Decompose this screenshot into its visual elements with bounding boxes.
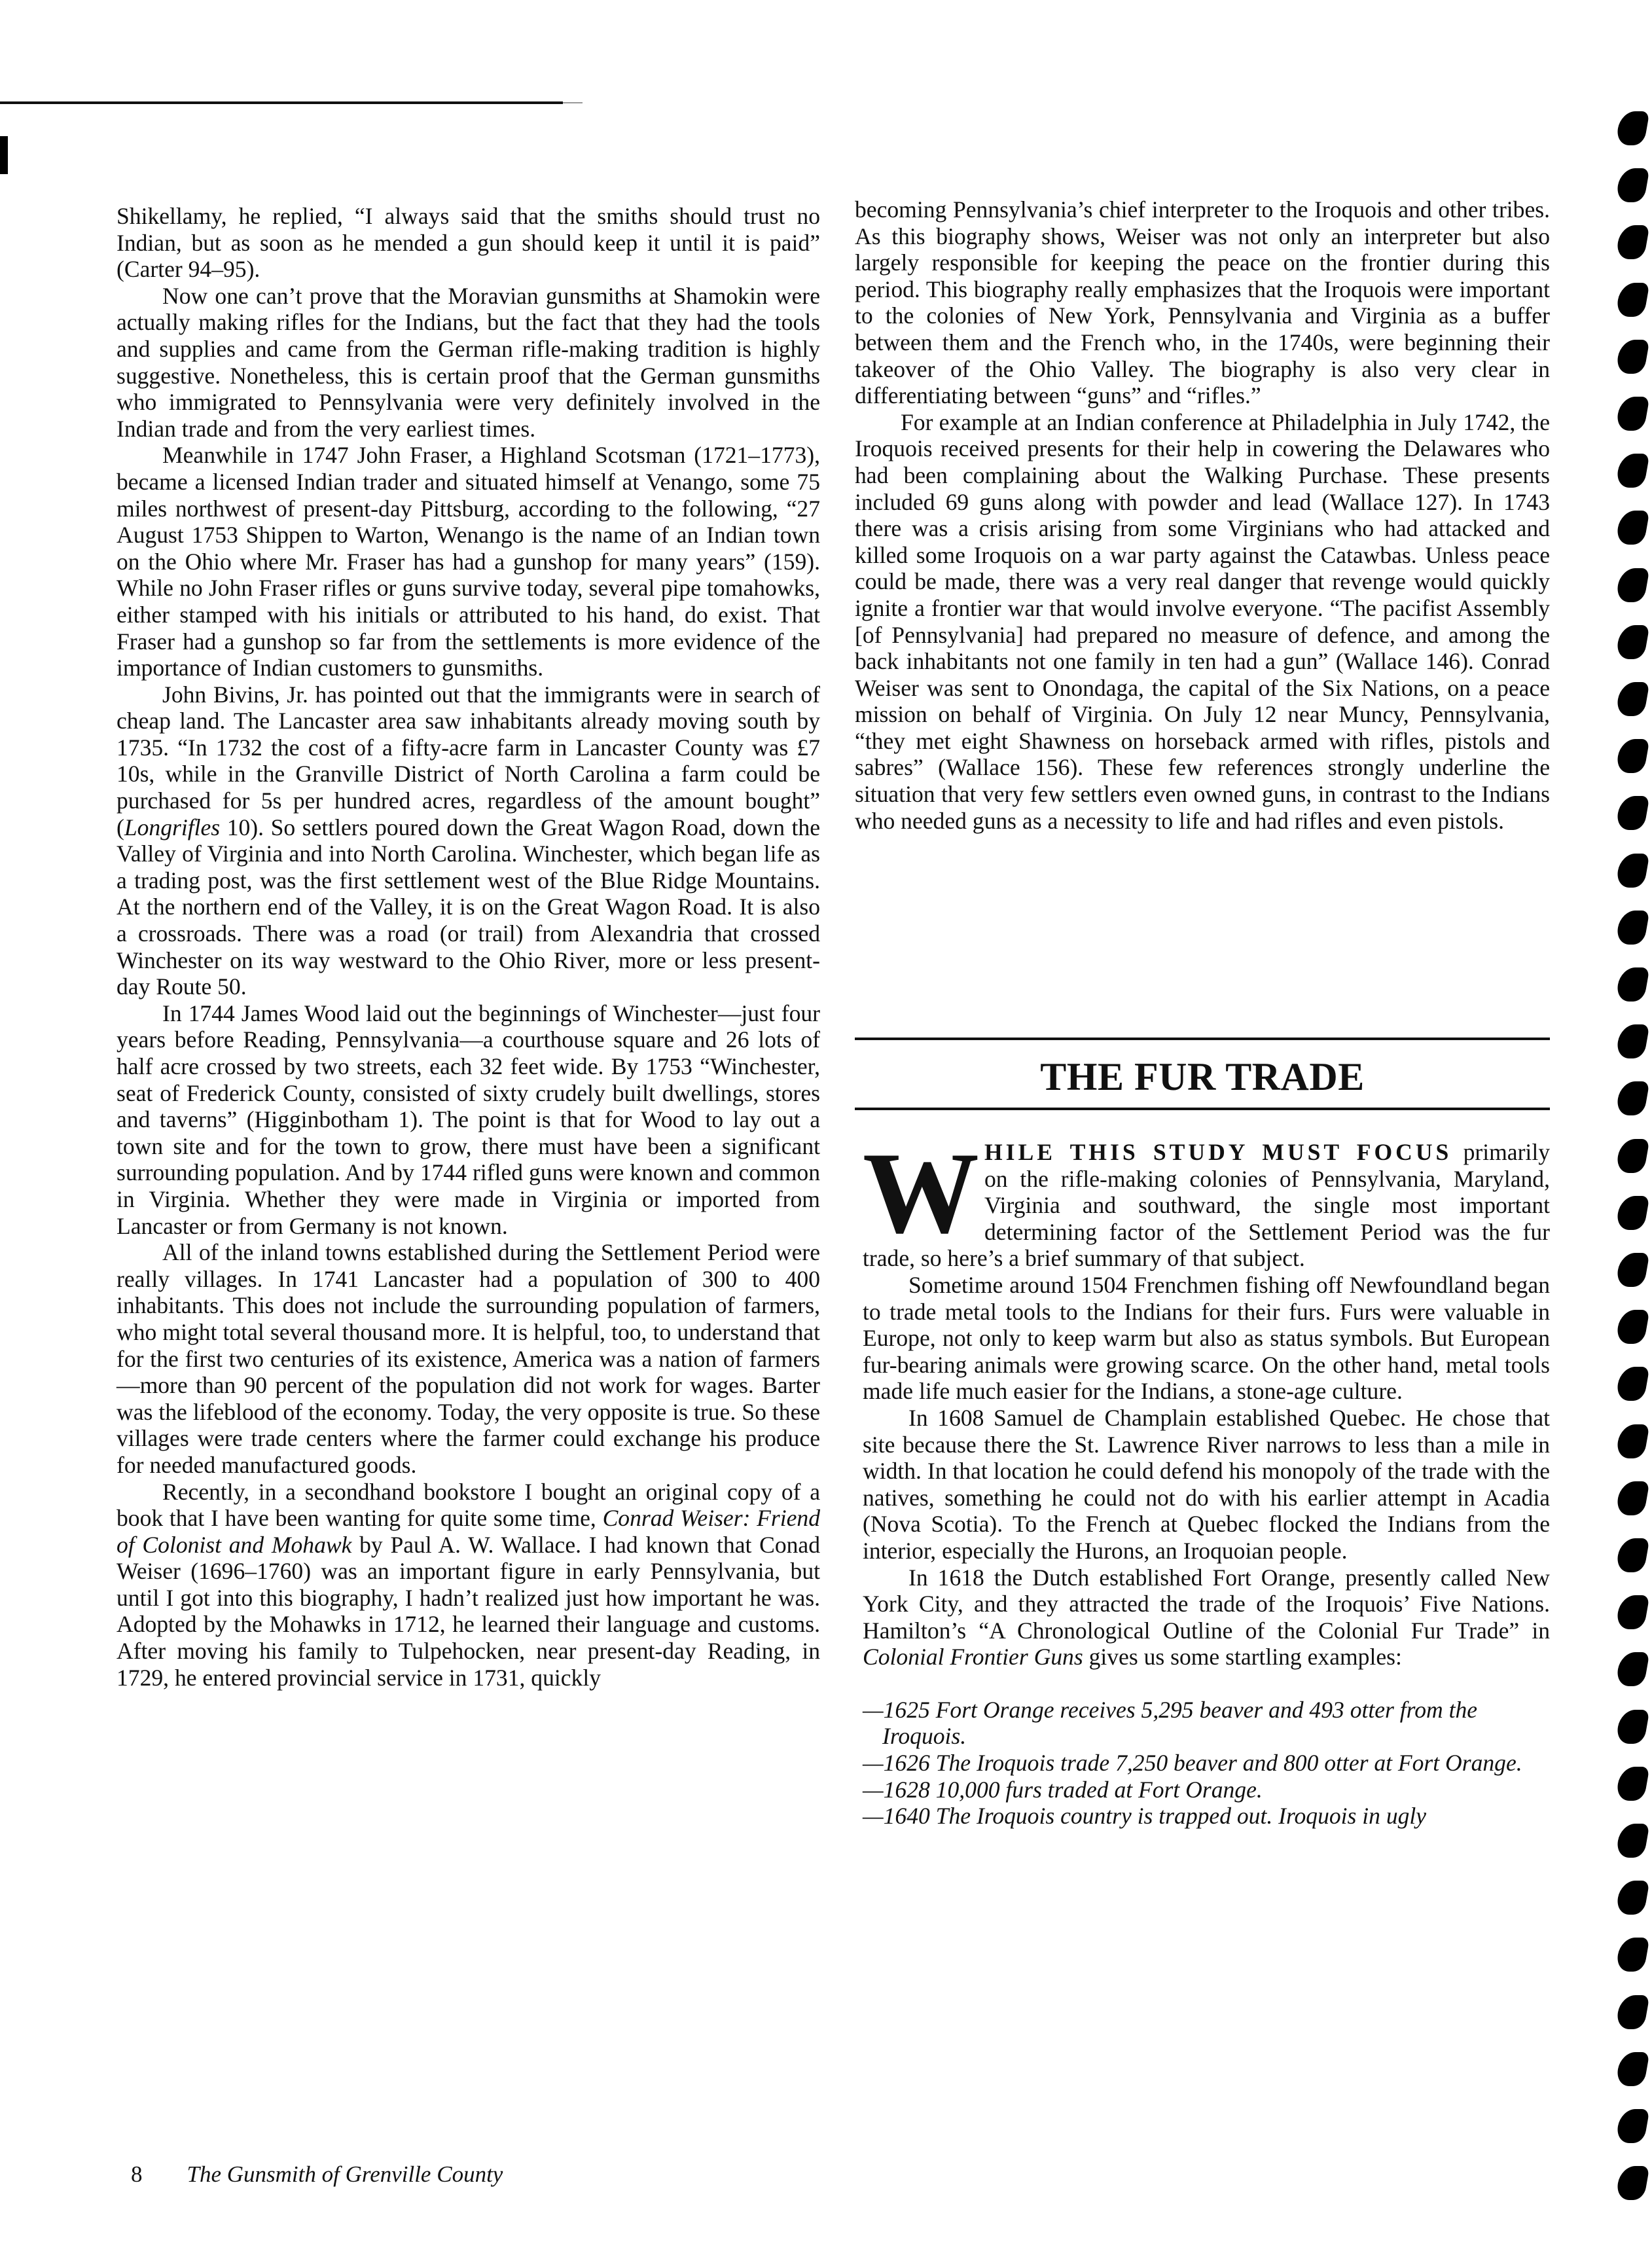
binding-ring	[1615, 1081, 1649, 1115]
binding-ring	[1615, 1652, 1649, 1686]
drop-cap: W	[863, 1128, 975, 1257]
paragraph: In 1608 Samuel de Champlain established Quebec. He chose that site because there the St. Lawrence River narrows to less than a mile in width. In that location he could defend his monopoly of the trade with the natives, something he could not do with his earlier attempt in Acadia (Nova Scotia). To the French at Quebec flocked the Indians from the interior, especially the Hurons, an Iroquoian people.	[863, 1404, 1550, 1564]
text-run: John Bivins, Jr. has pointed out that the immigrants were in search of cheap land. The Lancaster area saw inhabitants already moving south by 1735. “In 1732 the cost of a fifty-acre farm in Lancaster County was £7 10s, while in the Granville District of North Carolina a farm could be purchased for 5s per hundred acres, regardless of the amount bought” (	[117, 681, 820, 840]
top-rule	[0, 101, 563, 104]
binding-ring	[1615, 911, 1649, 945]
binding-ring	[1615, 1367, 1649, 1401]
paragraph: becoming Pennsylvania’s chief interpreter to the Iroquois and other tribes. As this biography shows, Weiser was not only an interpreter but also largely responsible for keeping the peace on the frontier during this period. This biography really emphasizes that the Iroquois were important to the colonies of New York, Pennsylvania and Virginia as a buffer between them and the French who, in the 1740s, were beginning their takeover of the Ohio Valley. The biography is also very clear in differentiating between “guns” and “rifles.”	[855, 196, 1550, 409]
binding-ring	[1615, 1767, 1649, 1801]
binding-ring	[1615, 1424, 1649, 1458]
text-run: In 1618 the Dutch established Fort Orange, presently called New York City, and they attracted the trade of the Iroquois’ Five Nations. Hamilton’s “A Chronological Outline of the Colonial Fur Trade” in	[863, 1564, 1550, 1644]
binding-ring	[1615, 2166, 1649, 2200]
paragraph: Sometime around 1504 Frenchmen fishing off Newfoundland began to trade metal tools to the Indians for their furs. Furs were valuable in Europe, not only to keep warm but also as status symbols. But European fur-bearing animals were growing scarce. On the other hand, metal tools made life much easier for the Indians, a stone-age culture.	[863, 1271, 1550, 1405]
binding-ring	[1615, 111, 1649, 145]
paragraph	[117, 1479, 820, 1691]
binding-ring	[1615, 2109, 1649, 2143]
binding-ring	[1615, 796, 1649, 830]
paragraph: Now one can’t prove that the Moravian gunsmiths at Shamokin were actually making rifles for the Indians, but the fact that they had the tools and supplies and came from the German rifle-making tradition is highly suggestive. Nonetheless, this is certain proof that the German gunsmiths who immigrated to Pennsylvania were very definitely involved in the Indian trade and from the very earliest times.	[117, 282, 820, 442]
binding-ring	[1615, 397, 1649, 431]
section-rule-bottom	[855, 1108, 1550, 1110]
left-column	[117, 203, 820, 1691]
right-column-top	[855, 196, 1550, 834]
chronology-item: —1640 The Iroquois country is trapped out. Iroquois in ugly	[863, 1803, 1427, 1830]
binding-ring	[1615, 854, 1649, 888]
text-run: 10). So settlers poured down the Great Wagon Road, down the Valley of Virginia and into North Carolina. Winchester, which began life as a trading post, was the first settlement west of the Blue Ridge Mountains. At the northern end of the Valley, it is on the Great Wagon Road. It is also a crossroads. There was a road (or trail) from Alexandria that crossed Winchester on its way westward to the Ohio River, more or less present-day Route 50.	[117, 814, 820, 1000]
binding-ring	[1615, 1595, 1649, 1629]
paragraph	[117, 681, 820, 1000]
section-title: THE FUR TRADE	[1040, 1055, 1365, 1098]
binding-ring	[1615, 1024, 1649, 1058]
binding-ring	[1615, 568, 1649, 602]
spiral-binding	[1610, 111, 1652, 2257]
binding-ring	[1615, 682, 1649, 716]
lead-caps: HILE THIS STUDY MUST FOCUS	[984, 1139, 1452, 1165]
binding-ring	[1615, 739, 1649, 773]
binding-ring	[1615, 1139, 1649, 1173]
binding-ring	[1615, 967, 1649, 1002]
paragraph: Shikellamy, he replied, “I always said that the smiths should trust no Indian, but as soon as he mended a gun should keep it until it is paid” (Carter 94–95).	[117, 203, 820, 283]
binding-ring	[1615, 1310, 1649, 1344]
binding-ring	[1615, 1995, 1649, 2029]
chronology-item: —1628 10,000 furs traded at Fort Orange.	[863, 1776, 1263, 1803]
text-run: primarily on the rifle-making colonies of Pennsylvania, Maryland, Virginia and southward, the single most important determining factor of the Settlement Period was the fur trade, so here’s a brief summary of that subject.	[863, 1139, 1550, 1272]
binding-ring	[1615, 1710, 1649, 1744]
paragraph: In 1744 James Wood laid out the beginnings of Winchester—just four years before Reading, Pennsylvania—a courthouse square and 26 lots of half acre crossed by two streets, each 32 feet wide. By 1753 “Winchester, seat of Frederick County, consisted of sixty crudely built dwellings, stores and taverns” (Higginbotham 1). The point is that for Wood to lay out a town site and for the town to grow, there must have been a significant surrounding population. And by 1744 rifled guns were known and common in Virginia. Whether they were made in Virginia or imported from Lancaster or from Germany is not known.	[117, 1000, 820, 1239]
running-title: The Gunsmith of Grenville County	[187, 2161, 503, 2187]
text-run: gives us some startling examples:	[1083, 1644, 1402, 1670]
top-rule-fade	[563, 102, 583, 103]
chronology-item: —1626 The Iroquois trade 7,250 beaver and 800 otter at Fort Orange.	[863, 1750, 1522, 1777]
binding-ring	[1615, 454, 1649, 488]
page-number: 8	[131, 2161, 143, 2187]
paragraph	[863, 1564, 1550, 1670]
binding-ring	[1615, 168, 1649, 202]
paragraph: Meanwhile in 1747 John Fraser, a Highland Scotsman (1721–1773), became a licensed Indian trader and situated himself at Venango, some 75 miles northwest of present-day Pittsburg, according to the following, “27 August 1753 Shippen to Warton, Wenango is the name of an Indian town on the Ohio where Mr. Fraser has had a gunshop for many years” (159). While no John Fraser rifles or guns survive today, several pipe tomahowks, either stamped with his initials or attributed to his hand, do exist. That Fraser had a gunshop so far from the settlements is more evidence of the importance of Indian customers to gunsmiths.	[117, 442, 820, 681]
binding-ring	[1615, 1481, 1649, 1515]
binding-ring	[1615, 340, 1649, 374]
binding-ring	[1615, 1538, 1649, 1572]
book-title-italic: Colonial Frontier Guns	[863, 1644, 1083, 1670]
scan-edge-mark	[0, 136, 8, 174]
binding-ring	[1615, 1824, 1649, 1858]
binding-ring	[1615, 225, 1649, 259]
chronology-item: —1625 Fort Orange receives 5,295 beaver and 493 otter from the Iroquois.	[863, 1696, 1478, 1750]
book-title-italic: Longrifles	[124, 814, 221, 840]
lead-paragraph	[863, 1128, 1550, 1272]
binding-ring	[1615, 283, 1649, 317]
paragraph: For example at an Indian conference at Philadelphia in July 1742, the Iroquois received presents for their help in cowering the Delawares who had been complaining about the Walking Purchase. These presents included 69 guns along with powder and lead (Wallace 127). In 1743 there was a crisis arising from some Virginians who had attacked and killed some Iroquois on a war party against the Catawbas. Unless peace could be made, there was a very real danger that revenge would quickly ignite a frontier war that would involve everyone. “The pacifist Assembly [of Pennsylvania] had prepared no measure of defence, and among the back inhabitants not one family in ten had a gun” (Wallace 146). Conrad Weiser was sent to Onondaga, the capital of the Six Nations, on a peace mission on behalf of Virginia. On July 12 near Muncy, Pennsylvania, “they met eight Shawness on horseback armed with rifles, pistols and sabres” (Wallace 156). These few references strongly underline the situation that very few settlers even owned guns, in contrast to the Indians who needed guns as a necessity to life and had rifles and even pistols.	[855, 408, 1550, 834]
fur-trade-section	[863, 1128, 1550, 1830]
binding-ring	[1615, 625, 1649, 659]
binding-ring	[1615, 511, 1649, 545]
binding-ring	[1615, 1938, 1649, 1972]
binding-ring	[1615, 2052, 1649, 2086]
text-run: Recently, in a secondhand bookstore I bought an original copy of a book that I have been wanting for quite some time,	[117, 1478, 820, 1532]
book-title-italic: Conrad Weiser: Friend of Colonist and Mohawk	[117, 1505, 820, 1558]
binding-ring	[1615, 1881, 1649, 1915]
text-run: by Paul A. W. Wallace. I had known that Conad Weiser (1696–1760) was an important figure in early Pennsylvania, but until I got into this biography, I hadn’t realized just how important he was. Adopted by the Mohawks in 1712, he learned their language and customs. After moving his family to Tulpehocken, near present-day Reading, in 1729, he entered provincial service in 1731, quickly	[117, 1531, 821, 1691]
page-footer	[131, 2161, 503, 2188]
section-rule-top	[855, 1038, 1550, 1040]
spacer	[863, 1670, 1550, 1697]
paragraph: All of the inland towns established during the Settlement Period were really villages. In 1741 Lancaster had a population of 300 to 400 inhabitants. This does not include the surrounding population of farmers, who might total several thousand more. It is helpful, too, to understand that for the first two centuries of its existence, America was a nation of farmers—more than 90 percent of the population did not work for wages. Barter was the lifeblood of the economy. Today, the very opposite is true. So these villages were trade centers where the farmer could exchange his produce for needed manufactured goods.	[117, 1239, 820, 1478]
binding-ring	[1615, 1196, 1649, 1230]
binding-ring	[1615, 1253, 1649, 1287]
